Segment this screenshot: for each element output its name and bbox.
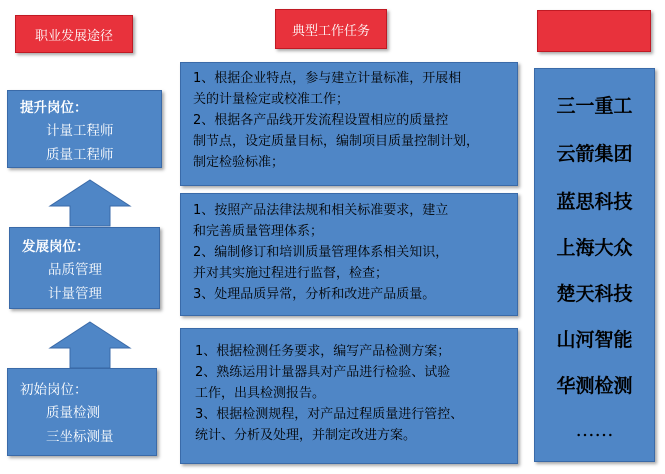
company-name: 三一重工 — [556, 95, 633, 117]
header-companies — [537, 10, 651, 52]
task-line: 1、根据企业特点，参与建立计量标准，开展相 — [193, 71, 462, 86]
task-line: 制节点，设定质量目标，编制项目质量控制计划， — [193, 134, 480, 149]
initial-position-item: 三坐标测量 — [46, 429, 114, 445]
task-line: 统计、分析及处理，并制定改进方案。 — [195, 428, 417, 443]
promotion-position-item: 质量工程师 — [46, 147, 114, 163]
company-name: 华测检测 — [556, 375, 633, 397]
header-career-path-label: 职业发展途径 — [34, 28, 113, 44]
promotion-position-item: 计量工程师 — [46, 123, 114, 139]
up-arrow-icon — [48, 178, 132, 228]
company-name: 楚天科技 — [556, 283, 633, 305]
up-arrow-icon — [48, 320, 132, 370]
task-line: 工作，出具检测报告。 — [195, 386, 326, 401]
company-name: 蓝思科技 — [556, 191, 633, 213]
development-position-title: 发展岗位： — [22, 239, 90, 255]
header-typical-tasks-label: 典型工作任务 — [291, 23, 370, 39]
task-box-development — [180, 193, 518, 316]
task-line: 2、根据各产品线开发流程设置相应的质量控 — [193, 113, 449, 128]
promotion-position-box — [7, 90, 162, 168]
initial-position-item: 质量检测 — [46, 405, 100, 421]
task-line: 1、根据检测任务要求，编写产品检测方案； — [195, 344, 451, 359]
task-line: 3、处理品质异常，分析和改进产品质量。 — [193, 287, 436, 302]
header-typical-tasks — [275, 9, 387, 49]
companies-box — [534, 68, 655, 462]
task-line: 制定检验标准； — [193, 155, 285, 170]
task-line: 关的计量检定或校准工作； — [193, 92, 350, 107]
initial-position-box — [7, 368, 157, 456]
task-line: 2、编制修订和培训质量管理体系相关知识， — [193, 245, 449, 260]
promotion-position-title: 提升岗位： — [20, 100, 88, 116]
initial-position-title: 初始岗位： — [20, 382, 88, 398]
company-name: 山河智能 — [556, 329, 633, 351]
task-box-initial — [180, 328, 518, 464]
company-ellipsis: …… — [575, 419, 614, 441]
development-position-item: 品质管理 — [48, 262, 102, 278]
task-line: 2、熟练运用计量器具对产品进行检验、试验 — [195, 365, 451, 380]
header-career-path — [15, 15, 133, 53]
company-name: 上海大众 — [556, 237, 633, 259]
development-position-box — [9, 227, 160, 309]
development-position-item: 计量管理 — [48, 286, 102, 302]
task-box-promotion — [180, 62, 518, 186]
company-name: 云箭集团 — [556, 143, 633, 165]
task-line: 1、按照产品法律法规和相关标准要求，建立 — [193, 203, 449, 218]
task-line: 3、根据检测规程，对产品过程质量进行管控、 — [195, 407, 464, 422]
task-line: 和完善质量管理体系； — [193, 224, 324, 239]
task-line: 并对其实施过程进行监督，检查； — [193, 266, 389, 281]
